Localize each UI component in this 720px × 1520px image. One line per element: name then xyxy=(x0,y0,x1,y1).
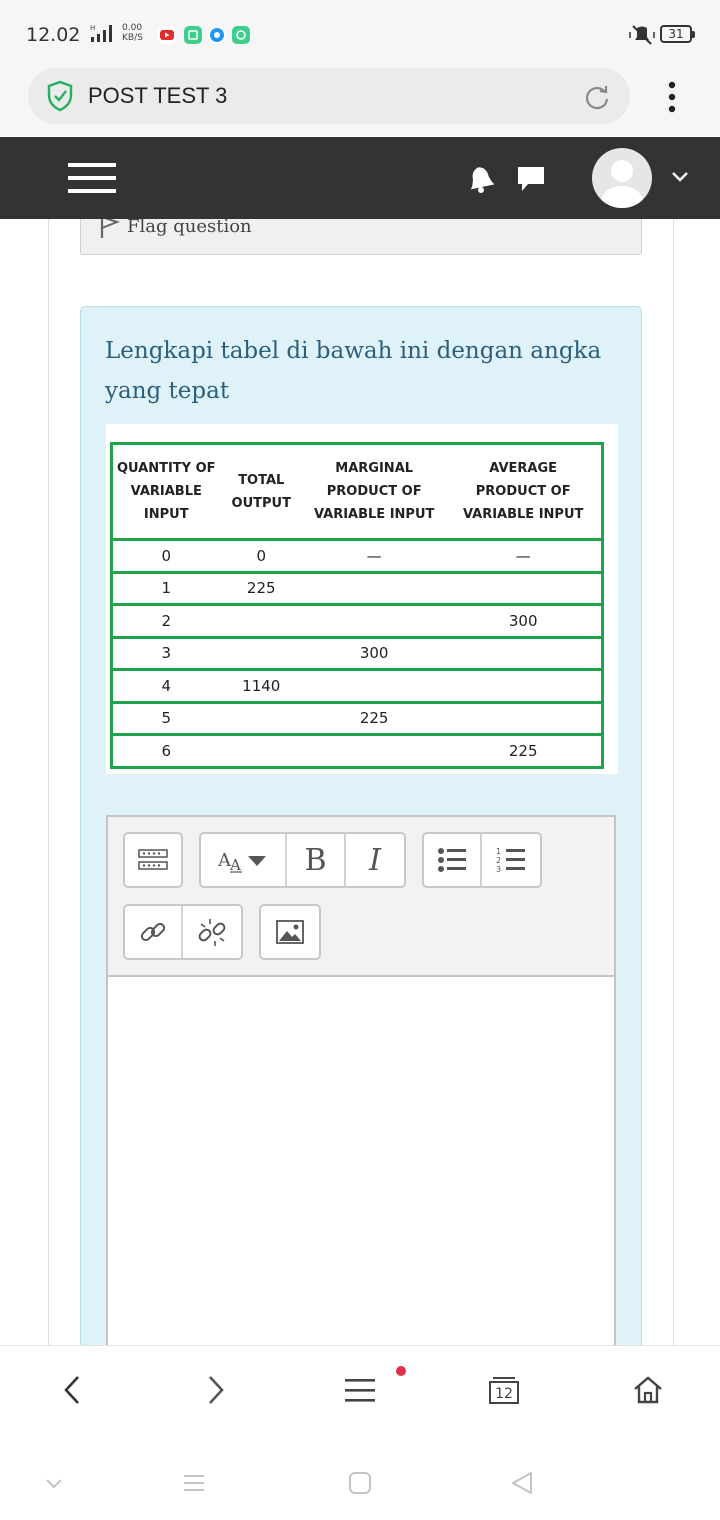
address-bar[interactable] xyxy=(28,68,630,124)
back-icon[interactable] xyxy=(56,1374,88,1406)
table-row xyxy=(112,572,603,605)
table-cell: 3 xyxy=(112,637,220,670)
chat-icon[interactable] xyxy=(516,165,546,193)
svg-text:H: H xyxy=(90,24,96,32)
browser-notification-icon xyxy=(208,26,226,44)
unordered-list-icon xyxy=(437,847,467,873)
svg-text:A: A xyxy=(218,850,231,871)
ordered-list-icon xyxy=(496,846,526,874)
link-button[interactable] xyxy=(125,906,183,958)
editor-text-area[interactable] xyxy=(108,977,614,1345)
page-title: POST TEST 3 xyxy=(88,83,228,108)
table-cell xyxy=(303,572,445,605)
mute-vibrate-icon xyxy=(628,24,656,46)
youtube-notification-icon xyxy=(158,26,176,44)
table-cell: 225 xyxy=(220,572,303,605)
svg-text:3: 3 xyxy=(496,865,502,874)
table-cell xyxy=(303,735,445,768)
toolbar-group-links xyxy=(123,904,243,960)
flag-question-link[interactable]: Flag question xyxy=(127,219,252,237)
chevron-down-icon[interactable] xyxy=(670,167,690,187)
menu-icon[interactable] xyxy=(344,1374,376,1406)
back-button-icon[interactable] xyxy=(510,1471,534,1495)
bold-button[interactable] xyxy=(287,834,346,886)
svg-text:A: A xyxy=(230,856,241,874)
table-cell: — xyxy=(366,546,382,565)
table-cell: 4 xyxy=(112,670,220,703)
reload-icon[interactable] xyxy=(583,83,611,111)
table-cell xyxy=(303,670,445,703)
table-cell xyxy=(445,572,602,605)
recent-apps-icon[interactable] xyxy=(182,1471,206,1495)
svg-text:2: 2 xyxy=(496,856,502,865)
unordered-list-button[interactable] xyxy=(424,834,482,886)
signal-icon xyxy=(88,22,118,44)
table-header-cell: MARGINAL PRODUCT OF VARIABLE INPUT xyxy=(303,444,445,540)
flag-icon[interactable] xyxy=(99,219,123,240)
forward-icon[interactable] xyxy=(200,1374,232,1406)
table-cell: 225 xyxy=(445,735,602,768)
bell-icon[interactable] xyxy=(466,164,496,194)
table-body xyxy=(112,540,603,768)
chat-notification-icon xyxy=(232,26,250,44)
production-table xyxy=(110,442,604,769)
hide-keyboard-icon[interactable] xyxy=(42,1471,66,1495)
link-icon xyxy=(138,917,168,947)
secure-shield-icon xyxy=(46,80,74,112)
table-cell xyxy=(220,735,303,768)
table-cell: 5 xyxy=(112,702,220,735)
table-cell: 0 xyxy=(161,546,172,565)
site-navbar xyxy=(0,137,720,219)
table-row xyxy=(112,637,603,670)
network-speed: 0.00 KB/S xyxy=(122,23,143,43)
table-cell: 6 xyxy=(112,735,220,768)
table-row xyxy=(112,735,603,768)
font-size-button[interactable] xyxy=(201,834,287,886)
table-cell: — xyxy=(515,546,531,565)
question-info-box xyxy=(80,219,642,255)
browser-bottom-bar xyxy=(0,1345,720,1435)
editor-toolbar xyxy=(108,817,614,977)
svg-text:1: 1 xyxy=(496,847,502,856)
question-prompt: Lengkapi tabel di bawah ini dengan angka yang tepat xyxy=(105,338,602,404)
italic-button[interactable] xyxy=(346,834,404,886)
unlink-button[interactable] xyxy=(183,906,241,958)
avatar[interactable] xyxy=(592,148,652,208)
toolbar-group-more xyxy=(123,832,183,888)
hamburger-icon[interactable] xyxy=(68,161,116,195)
table-row xyxy=(112,702,603,735)
table-row xyxy=(112,605,603,638)
status-bar xyxy=(0,0,720,66)
table-cell xyxy=(220,605,303,638)
table-cell: 2 xyxy=(112,605,220,638)
address-bar-row xyxy=(0,66,720,136)
table-cell: 225 xyxy=(303,702,445,735)
toolbar-group-lists xyxy=(422,832,542,888)
home-icon[interactable] xyxy=(632,1374,664,1406)
table-cell xyxy=(220,637,303,670)
table-header-cell: AVERAGE PRODUCT OF VARIABLE INPUT xyxy=(445,444,602,540)
font-size-icon xyxy=(216,846,270,874)
table-header-cell: QUANTITY OF VARIABLE INPUT xyxy=(112,444,220,540)
image-icon xyxy=(276,920,304,944)
question-box xyxy=(80,306,642,1345)
show-more-icon xyxy=(138,849,168,871)
table-header-row xyxy=(112,444,603,540)
table-cell xyxy=(445,702,602,735)
table-cell xyxy=(220,702,303,735)
toolbar-group-format xyxy=(199,832,406,888)
table-cell: 300 xyxy=(445,605,602,638)
show-more-buttons-button[interactable] xyxy=(125,834,181,886)
system-navigation-bar xyxy=(0,1435,720,1520)
battery-indicator: 31 xyxy=(660,25,692,43)
ordered-list-button[interactable] xyxy=(482,834,540,886)
table-row xyxy=(112,670,603,703)
table-cell: 0 xyxy=(256,546,267,565)
bold-icon: B xyxy=(304,842,327,878)
table-cell: 1 xyxy=(112,572,220,605)
answer-editor xyxy=(106,815,616,1345)
table-cell: 1140 xyxy=(220,670,303,703)
insert-image-button[interactable] xyxy=(261,906,319,958)
table-cell: 300 xyxy=(303,637,445,670)
table-cell xyxy=(303,605,445,638)
home-button-icon[interactable] xyxy=(348,1471,372,1495)
page-content xyxy=(0,219,720,1345)
toolbar-group-media xyxy=(259,904,321,960)
table-cell xyxy=(445,670,602,703)
question-table-image xyxy=(106,424,618,774)
menu-notification-dot xyxy=(396,1366,406,1376)
app-notification-icon xyxy=(184,26,202,44)
more-options-icon[interactable] xyxy=(662,80,682,114)
table-row xyxy=(112,540,603,573)
italic-icon: I xyxy=(369,842,381,878)
unlink-icon xyxy=(197,917,227,947)
svg-text:12: 12 xyxy=(495,1386,513,1402)
table-header-cell: TOTAL OUTPUT xyxy=(220,444,303,540)
status-time: 12.02 xyxy=(26,24,81,46)
tabs-button[interactable] xyxy=(489,1376,519,1404)
table-cell xyxy=(445,637,602,670)
